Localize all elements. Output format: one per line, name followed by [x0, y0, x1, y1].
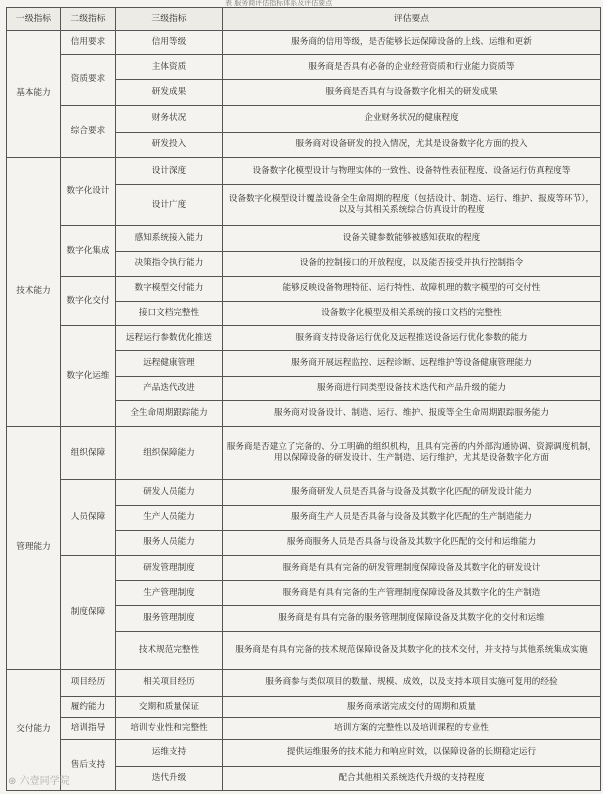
key-point-cell: 服务商研发人员是否具备与设备及其数字化匹配的研发设计能力: [223, 480, 601, 505]
level3-cell: 研发人员能力: [116, 480, 223, 505]
key-point-cell: 设备关键参数能够被感知获取的程度: [223, 226, 601, 251]
watermark: [8, 772, 70, 787]
table-row: [7, 697, 601, 718]
table-row: [7, 669, 601, 696]
level3-cell: 设计深度: [116, 157, 223, 184]
key-point-cell: 服务商开展远程监控、远程诊断、远程维护等设备健康管理能力: [223, 351, 601, 376]
key-point-cell: 服务商是有具有完备的服务管理制度保障设备及其数字化的交付和运维: [223, 606, 601, 631]
level3-cell: 感知系统接入能力: [116, 226, 223, 251]
table-row: [7, 55, 601, 80]
table-row: [7, 555, 601, 580]
evaluation-table: [6, 7, 601, 791]
table-row: [7, 480, 601, 505]
table-row: [7, 105, 601, 132]
level2-cell: 售后支持: [61, 740, 116, 791]
table-row: [7, 426, 601, 479]
level3-cell: 研发成果: [116, 80, 223, 105]
header-level3: 三级指标: [116, 8, 223, 31]
header-level1: 一级指标: [7, 8, 61, 31]
key-point-cell: 服务商服务人员是否具备与设备及其数字化匹配的交付和运维能力: [223, 530, 601, 555]
key-point-cell: 设备数字化模型设计与物理实体的一致性、设备特性表征程度、设备运行仿真程度等: [223, 157, 601, 184]
table-caption: 表 服务商评估指标体系及评估要点: [225, 0, 333, 6]
header-row: [7, 8, 601, 31]
level3-cell: 远程健康管理: [116, 351, 223, 376]
level1-cell: 技术能力: [7, 157, 61, 426]
level2-cell: 数字化运维: [61, 326, 116, 427]
level3-cell: 服务管理制度: [116, 606, 223, 631]
key-point-cell: 服务商对设备设计、制造、运行、维护、报废等全生命周期跟踪服务能力: [223, 400, 601, 426]
level3-cell: 生产人员能力: [116, 505, 223, 530]
key-point-cell: 服务商是有具有完备的生产管理制度保障设备及其数字化的生产制造: [223, 581, 601, 606]
key-point-cell: 服务商是否建立了完备的、分工明确的组织机构，且具有完善的内外部沟通协调、资源调度机制，用以保障设备的研发设计、生产制造、运行维护，尤其是设备数字化方面: [223, 426, 601, 479]
table-row: [7, 740, 601, 766]
level3-cell: 信用等级: [116, 31, 223, 55]
level2-cell: 数字化集成: [61, 226, 116, 276]
table-row: [7, 276, 601, 301]
level3-cell: 产品迭代改进: [116, 376, 223, 400]
level2-cell: 综合要求: [61, 105, 116, 157]
level2-cell: 履约能力: [61, 697, 116, 718]
key-point-cell: 服务商参与类似项目的数量、规模、成效，以及支持本项目实施可复用的经验: [223, 669, 601, 696]
level2-cell: 培训指导: [61, 718, 116, 740]
level3-cell: 组织保障能力: [116, 426, 223, 479]
level3-cell: 决策指令执行能力: [116, 251, 223, 276]
level3-cell: 研发投入: [116, 132, 223, 157]
key-point-cell: 服务商生产人员是否具备与设备及其数字化匹配的生产制造能力: [223, 505, 601, 530]
key-point-cell: 配合其他相关系统迭代升级的支持程度: [223, 766, 601, 790]
table-row: [7, 326, 601, 351]
level3-cell: 生产管理制度: [116, 581, 223, 606]
level3-cell: 相关项目经历: [116, 669, 223, 696]
level3-cell: 迭代升级: [116, 766, 223, 790]
level2-cell: 数字化交付: [61, 276, 116, 325]
key-point-cell: 设备的控制接口的开放程度，以及能否接受并执行控制指令: [223, 251, 601, 276]
key-point-cell: 培训方案的完整性以及培训课程的专业性: [223, 718, 601, 740]
key-point-cell: 服务商是否具有与设备数字化相关的研发成果: [223, 80, 601, 105]
level1-cell: 基本能力: [7, 31, 61, 158]
level2-cell: 项目经历: [61, 669, 116, 696]
watermark-text: 六壹同学院: [19, 776, 70, 787]
table-row: [7, 157, 601, 184]
table-row: [7, 718, 601, 740]
key-point-cell: 服务商承诺完成交付的周期和质量: [223, 697, 601, 718]
key-point-cell: 服务商的信用等级，是否能够长远保障设备的上线、运维和更新: [223, 31, 601, 55]
key-point-cell: 设备数字化模型设计覆盖设备全生命周期的程度（包括设计、制造、运行、维护、报废等环节），以及与其相关系统综合仿真设计的程度: [223, 185, 601, 226]
level3-cell: 全生命周期跟踪能力: [116, 400, 223, 426]
level1-cell: 交付能力: [7, 669, 61, 790]
key-point-cell: 提供运维服务的技术能力和响应时效，以保障设备的长期稳定运行: [223, 740, 601, 766]
level3-cell: 财务状况: [116, 105, 223, 132]
key-point-cell: 服务商是否具有必备的企业经营资质和行业能力资质等: [223, 55, 601, 80]
level3-cell: 研发管理制度: [116, 555, 223, 580]
key-point-cell: 服务商是有具有完备的技术规范保障设备及其数字化的技术交付，并支持与其他系统集成实施: [223, 631, 601, 669]
level3-cell: 主体资质: [116, 55, 223, 80]
key-point-cell: 服务商对设备研发的投入情况，尤其是设备数字化方面的投入: [223, 132, 601, 157]
header-key-points: 评估要点: [223, 8, 601, 31]
level2-cell: 组织保障: [61, 426, 116, 479]
level3-cell: 服务人员能力: [116, 530, 223, 555]
level3-cell: 远程运行参数优化推送: [116, 326, 223, 351]
table-row: [7, 226, 601, 251]
key-point-cell: 企业财务状况的健康程度: [223, 105, 601, 132]
level3-cell: 交期和质量保证: [116, 697, 223, 718]
key-point-cell: 服务商是有具有完备的研发管理制度保障设备及其数字化的研发设计: [223, 555, 601, 580]
key-point-cell: 服务商支持设备运行优化及远程推送设备运行优化参数的能力: [223, 326, 601, 351]
level3-cell: 设计广度: [116, 185, 223, 226]
watermark-icon: ⊛: [8, 776, 17, 787]
level2-cell: 资质要求: [61, 55, 116, 105]
table-row: [7, 31, 601, 55]
level2-cell: 人员保障: [61, 480, 116, 556]
level3-cell: 运维支持: [116, 740, 223, 766]
key-point-cell: 设备数字化模型及相关系统的接口文档的完整性: [223, 302, 601, 326]
level1-cell: 管理能力: [7, 426, 61, 669]
level2-cell: 信用要求: [61, 31, 116, 55]
key-point-cell: 能够反映设备物理特征、运行特性、故障机理的数字模型的可交付性: [223, 276, 601, 301]
level3-cell: 培训专业性和完整性: [116, 718, 223, 740]
level3-cell: 数字模型交付能力: [116, 276, 223, 301]
level3-cell: 接口文档完整性: [116, 302, 223, 326]
level3-cell: 技术规范完整性: [116, 631, 223, 669]
key-point-cell: 服务商进行同类型设备技术迭代和产品升级的能力: [223, 376, 601, 400]
level2-cell: 制度保障: [61, 555, 116, 669]
caption-strip: [0, 0, 603, 6]
level2-cell: 数字化设计: [61, 157, 116, 226]
header-level2: 二级指标: [61, 8, 116, 31]
